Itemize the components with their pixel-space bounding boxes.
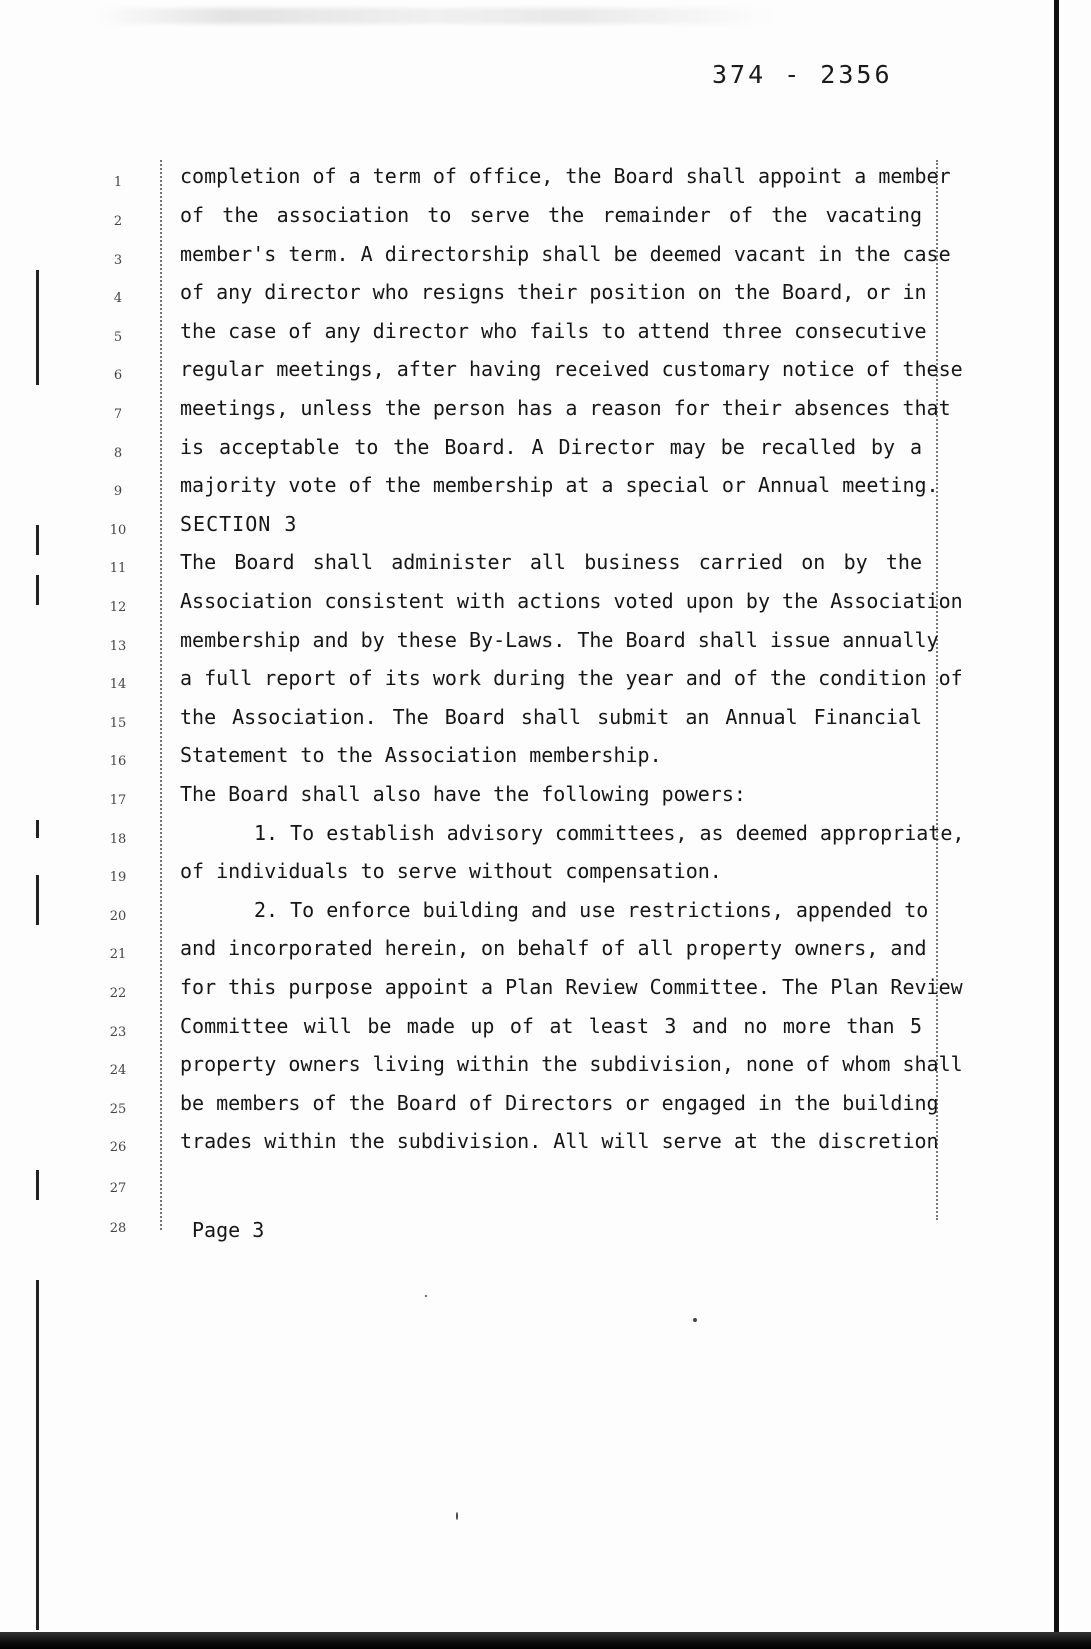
scan-left-mark [36, 270, 39, 385]
text-line: member's term. A directorship shall be deemed vacant in the case [180, 242, 951, 266]
line-number: 2 [113, 214, 123, 229]
text-line: the case of any director who fails to attend three consecutive [180, 319, 927, 343]
text-line: for this purpose appoint a Plan Review Committee. The Plan Review [180, 975, 963, 999]
line-number: 8 [113, 446, 123, 461]
text-line: trades within the subdivision. All will serve at the discretion [180, 1129, 939, 1153]
line-number: 24 [109, 1063, 127, 1078]
line-number: 25 [109, 1102, 127, 1117]
text-line: meetings, unless the person has a reason for their absences that [180, 396, 951, 420]
line-number: 14 [109, 677, 127, 692]
text-line: The Board shall also have the following powers: [180, 782, 746, 806]
text-line: be members of the Board of Directors or engaged in the building [180, 1091, 939, 1115]
text-line: membership and by these By-Laws. The Board shall issue annually [180, 628, 939, 652]
scan-left-mark [36, 575, 39, 605]
section-heading: SECTION 3 [180, 512, 298, 536]
line-number: 10 [109, 523, 127, 538]
page-number-label: Page 3 [192, 1218, 265, 1242]
line-number: 1 [113, 175, 123, 190]
text-line: and incorporated herein, on behalf of all property owners, and [180, 936, 927, 960]
line-number: 22 [109, 986, 127, 1001]
scan-left-mark [36, 1170, 39, 1200]
text-line: majority vote of the membership at a special or Annual meeting. [180, 473, 939, 497]
scan-left-mark [36, 875, 39, 925]
scan-right-edge [1054, 0, 1059, 1649]
line-number: 21 [109, 947, 127, 962]
text-line: property owners living within the subdivision, none of whom shall [180, 1052, 963, 1076]
scan-bottom-edge [0, 1632, 1091, 1649]
line-number: 7 [113, 407, 123, 422]
text-line: The Board shall administer all business carried on by the [180, 550, 922, 574]
line-number: 11 [109, 561, 127, 576]
list-item-1: 1. To establish advisory committees, as deemed appropriate, [254, 821, 965, 845]
scan-speck [693, 1318, 697, 1322]
line-number: 28 [109, 1221, 127, 1236]
document-number: 374 - 2356 [712, 60, 893, 89]
line-number: 16 [109, 754, 127, 769]
line-number: 23 [109, 1025, 127, 1040]
line-number: 18 [109, 832, 127, 847]
scan-speck [425, 1295, 427, 1297]
line-number: 26 [109, 1140, 127, 1155]
text-line: is acceptable to the Board. A Director may be recalled by a [180, 435, 922, 459]
line-number: 6 [113, 368, 123, 383]
text-line: regular meetings, after having received customary notice of these [180, 357, 963, 381]
line-number: 5 [113, 330, 123, 345]
line-number: 13 [109, 639, 127, 654]
line-number: 27 [109, 1181, 127, 1196]
text-line: of individuals to serve without compensation. [180, 859, 722, 883]
line-number: 20 [109, 909, 127, 924]
text-line: the Association. The Board shall submit an Annual Financial [180, 705, 922, 729]
line-number: 15 [109, 716, 127, 731]
list-item-2: 2. To enforce building and use restrictions, appended to [254, 898, 929, 922]
scan-left-mark [36, 525, 39, 555]
line-number: 17 [109, 793, 127, 808]
text-line: of any director who resigns their position on the Board, or in [180, 280, 927, 304]
scan-left-mark [36, 1280, 39, 1630]
text-line: Statement to the Association membership. [180, 743, 662, 767]
text-line: a full report of its work during the year and of the condition of [180, 666, 963, 690]
text-line: completion of a term of office, the Board shall appoint a member [180, 164, 951, 188]
scan-speck [456, 1512, 458, 1520]
line-number: 12 [109, 600, 127, 615]
scan-left-mark [36, 820, 39, 838]
line-number: 3 [113, 253, 123, 268]
line-number: 4 [113, 291, 123, 306]
text-line: Association consistent with actions voted upon by the Association [180, 589, 963, 613]
line-number: 9 [113, 484, 123, 499]
scan-smudge [95, 8, 775, 24]
text-line: Committee will be made up of at least 3 and no more than 5 [180, 1014, 922, 1038]
text-line: of the association to serve the remainder of the vacating [180, 203, 922, 227]
line-number: 19 [109, 870, 127, 885]
left-margin-rule [160, 160, 166, 1230]
